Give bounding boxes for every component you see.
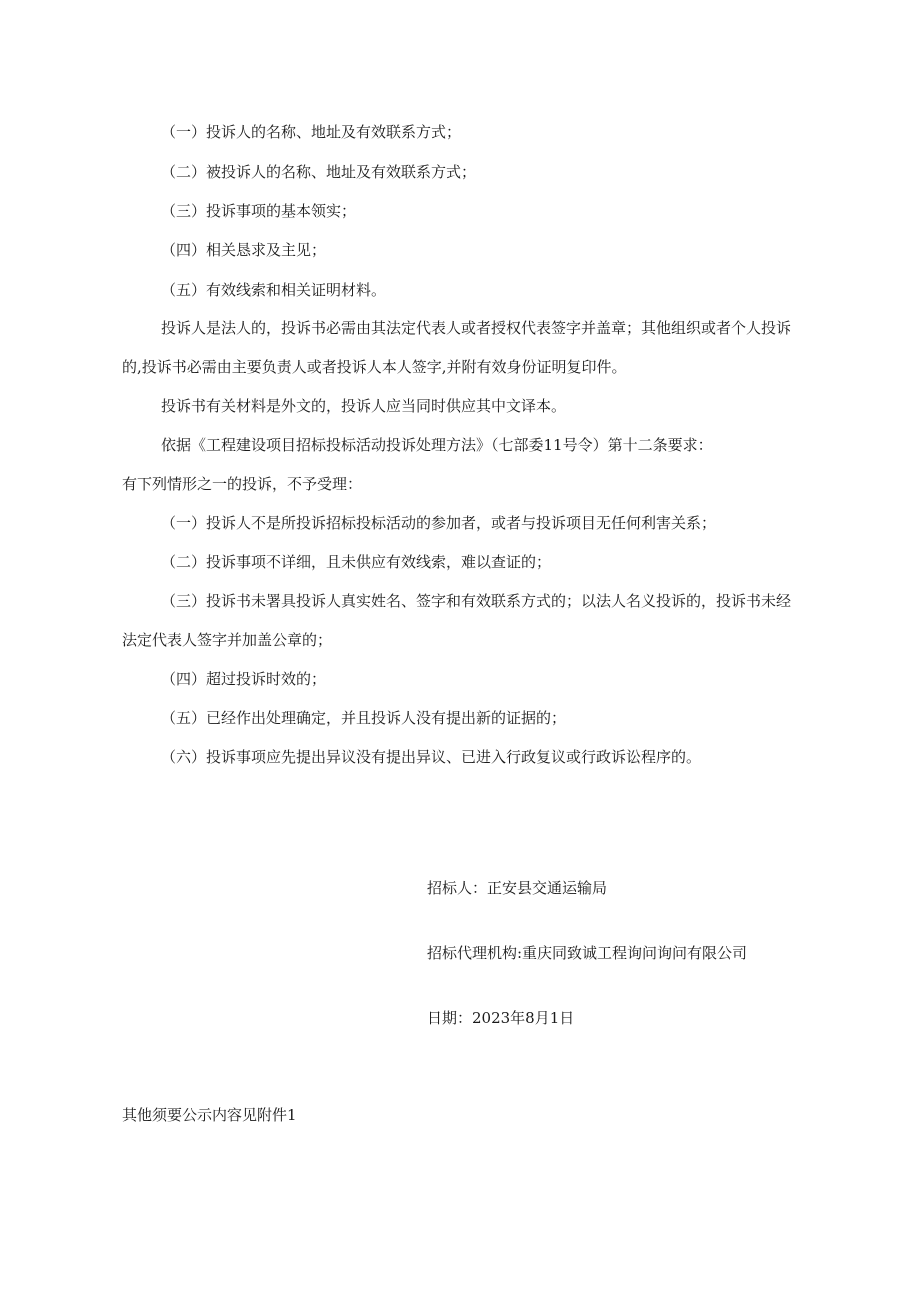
agency-name: 招标代理机构:重庆同致诚工程询问询问有限公司: [427, 944, 748, 962]
signature-paragraph-line-1: 投诉人是法人的，投诉书必需由其法定代表人或者授权代表签字并盖章；其他组织或者个人投诉: [161, 319, 792, 337]
signature-paragraph-line-2: 的,投诉书必需由主要负责人或者投诉人本人签字,并附有效身份证明复印件。: [122, 358, 627, 376]
translation-paragraph: 投诉书有关材料是外文的，投诉人应当同时供应其中文译本。: [161, 397, 567, 415]
complaint-item-3: （三）投诉事项的基本领实；: [161, 202, 357, 220]
complaint-item-5: （五）有效线索和相关证明材料。: [161, 281, 387, 299]
complaint-item-1: （一）投诉人的名称、地址及有效联系方式；: [161, 123, 462, 141]
complaint-item-4: （四）相关恳求及主见；: [161, 241, 327, 259]
footer-note: 其他须要公示内容见附件1: [122, 1106, 297, 1124]
tenderer-name: 招标人：正安县交通运输局: [427, 879, 608, 897]
rejection-item-5: （五）已经作出处理确定，并且投诉人没有提出新的证据的；: [161, 709, 567, 727]
rejection-item-2: （二）投诉事项不详细，且未供应有效线索，难以查证的；: [161, 553, 552, 571]
basis-paragraph-line-2: 有下列情形之一的投诉，不予受理：: [122, 475, 363, 493]
rejection-item-1: （一）投诉人不是所投诉招标投标活动的参加者，或者与投诉项目无任何利害关系；: [161, 514, 717, 532]
rejection-item-3-line-2: 法定代表人签字并加盖公章的；: [122, 631, 333, 649]
issue-date: 日期：2023年8月1日: [427, 1009, 575, 1027]
rejection-item-3-line-1: （三）投诉书未署具投诉人真实姓名、签字和有效联系方式的；以法人名义投诉的，投诉书未经: [161, 592, 792, 610]
complaint-item-2: （二）被投诉人的名称、地址及有效联系方式；: [161, 163, 477, 181]
basis-paragraph-line-1: 依据《工程建设项目招标投标活动投诉处理方法》（七部委11号令）第十二条要求：: [161, 436, 713, 454]
rejection-item-4: （四）超过投诉时效的；: [161, 670, 327, 688]
rejection-item-6: （六）投诉事项应先提出异议没有提出异议、已进入行政复议或行政诉讼程序的。: [161, 748, 702, 766]
